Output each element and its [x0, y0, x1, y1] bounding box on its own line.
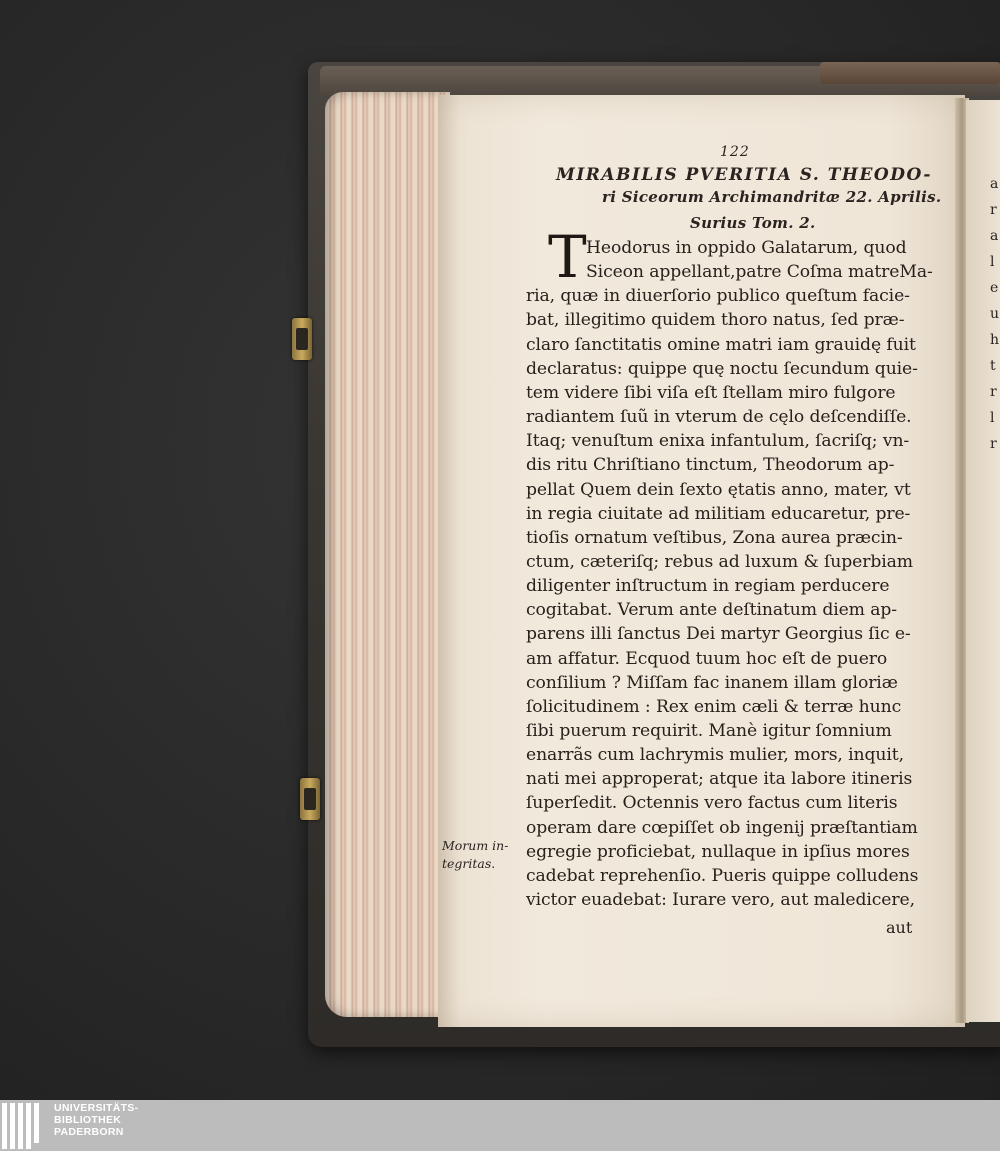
- next-page-letter: t: [990, 358, 996, 374]
- body-line: tem videre ſibi viſa eſt ſtellam miro fulgore: [526, 382, 896, 403]
- next-page-letter: l: [990, 410, 995, 426]
- library-name-line-2: BIBLIOTHEK: [54, 1114, 122, 1126]
- body-line: am affatur. Ecquod tuum hoc eſt de puero: [526, 648, 888, 669]
- body-line: cogitabat. Verum ante deſtinatum diem ap-: [526, 600, 898, 621]
- body-line: pellat Quem dein ſexto ętatis anno, mater, vt: [526, 479, 911, 500]
- body-line: declaratus: quippe quę noctu ſecundum quie-: [526, 358, 918, 379]
- body-line: radiantem ſuũ in vterum de cęlo deſcendiſſe.: [526, 407, 912, 428]
- body-line: dis ritu Chriſtiano tinctum, Theodorum ap-: [526, 455, 895, 476]
- body-line: diligenter inſtructum in regiam perducere: [526, 576, 890, 597]
- body-line: parens illi ſanctus Dei martyr Georgius ſic e-: [526, 624, 911, 645]
- body-line: ctum, cæteriſq; rebus ad luxum & ſuperbiam: [526, 551, 913, 572]
- body-line: egregie proficiebat, nullaque in ipſius mores: [526, 841, 910, 862]
- body-line: ſibi puerum requirit. Manè igitur ſomnium: [526, 721, 892, 741]
- body-line: bat, illegitimo quidem thoro natus, ſed præ-: [526, 310, 905, 331]
- footer-bar: [0, 1100, 1000, 1151]
- page-edges-stack: [325, 92, 450, 1017]
- next-page-letter: l: [990, 254, 995, 270]
- worn-leather-strip: [820, 62, 1000, 84]
- body-line: enarrãs cum lachrymis mulier, mors, inquit,: [526, 745, 904, 766]
- catchword: aut: [886, 918, 913, 937]
- library-name-line-3: PADERBORN: [54, 1126, 124, 1138]
- body-line: operam dare cœpiſſet ob ingenij præſtantiam: [526, 817, 918, 838]
- chapter-title-line-2: ri Siceorum Archimandritæ 22. Aprilis.: [602, 188, 942, 206]
- body-line: tioſis ornatum veſtibus, Zona aurea præcin-: [526, 527, 903, 548]
- library-logo-icon: [2, 1103, 46, 1149]
- clasp-icon-upper: [292, 318, 312, 360]
- margin-note-line-1: Morum in-: [442, 838, 509, 853]
- chapter-title-line-1: MIRABILIS PVERITIA S. THEODO-: [556, 165, 932, 185]
- clasp-icon-lower: [300, 778, 320, 820]
- body-line: cadebat reprehenſio. Pueris quippe colludens: [526, 865, 919, 886]
- margin-note-line-2: tegritas.: [442, 856, 496, 871]
- body-line: in regia ciuitate ad militiam educaretur, pre-: [526, 503, 911, 524]
- body-line: Itaq; venuſtum enixa infantulum, ſacriſq; vn-: [526, 431, 910, 452]
- body-line: Siceon appellant,patre Coſma matreMa-: [586, 262, 933, 283]
- drop-capital: T: [548, 223, 587, 291]
- body-line: Heodorus in oppido Galatarum, quod: [586, 238, 907, 258]
- next-page-letter: e: [990, 280, 999, 296]
- chapter-source: Surius Tom. 2.: [690, 214, 816, 232]
- next-page-letter: a: [990, 176, 999, 192]
- next-page-letter: r: [990, 202, 997, 218]
- page-number: 122: [720, 144, 750, 160]
- body-line: ria, quæ in diuerſorio publico queſtum facie-: [526, 286, 910, 307]
- library-name-line-1: UNIVERSITÄTS-: [54, 1102, 139, 1114]
- body-line: ſuperſedit. Octennis vero factus cum literis: [526, 793, 898, 814]
- body-line: conſilium ? Miſſam fac inanem illam gloriæ: [526, 672, 898, 693]
- next-page-letter: h: [990, 332, 1000, 348]
- body-line: victor euadebat: Iurare vero, aut maledicere,: [526, 890, 915, 911]
- next-page-letter: r: [990, 384, 997, 400]
- body-line: nati mei approperat; atque ita labore itineris: [526, 769, 913, 790]
- next-page-letter: r: [990, 436, 997, 452]
- next-page-letter: u: [990, 306, 1000, 322]
- next-page-letter: a: [990, 228, 999, 244]
- body-line: ſolicitudinem : Rex enim cæli & terræ hunc: [526, 696, 902, 717]
- body-line: claro ſanctitatis omine matri iam grauidę fuit: [526, 334, 916, 355]
